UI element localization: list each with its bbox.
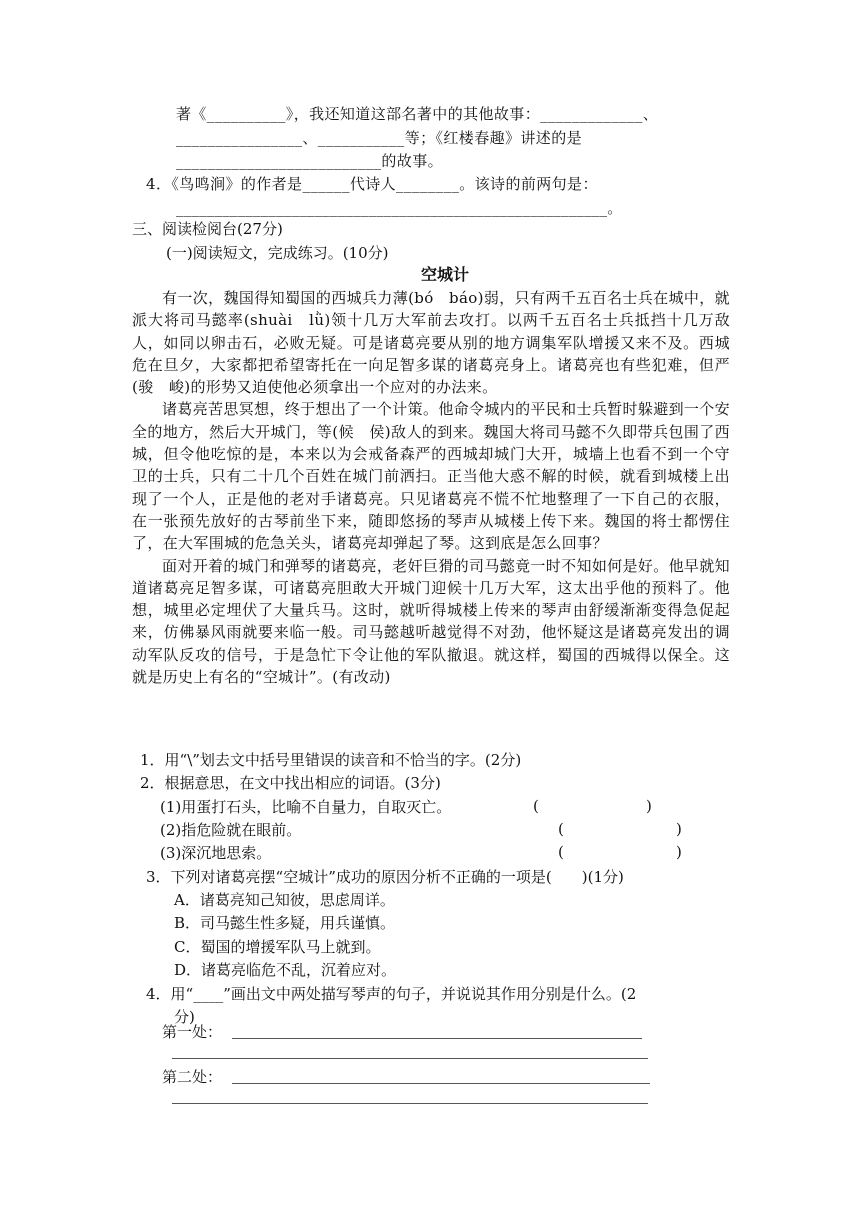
answer-paren-open: ( <box>558 820 564 838</box>
subsection-1-heading: (一)阅读短文，完成练习。(10分) <box>166 244 389 262</box>
paragraph: 有一次，魏国得知蜀国的西城兵力薄(bó báo)弱，只有两千五百名士兵在城中，就派大将司马懿率(shuài lǜ)领十几万大军前去攻打。以两千五百名士兵抵挡十几万敌人，如同以卵击石，必败无疑。可是诸葛亮要从别的地方调集军队增援又来不及。西城危在旦夕，大家都把希望寄托在一向足智多谋的诸葛亮身上。诸葛亮也有些犯难，但严(骏 峻)的形势又迫使他必须拿出一个应对的办法来。 <box>132 289 730 397</box>
question-2-item-1: (1)用蛋打石头，比喻不自量力，自取灭亡。 <box>160 798 452 816</box>
answer-paren-close: ) <box>676 843 682 861</box>
answer-paren-close: ) <box>676 820 682 838</box>
first-answer-label: 第一处： <box>162 1023 223 1041</box>
question-3-option-d: D．诸葛亮临危不乱，沉着应对。 <box>174 961 397 979</box>
answer-paren-open: ( <box>533 797 539 815</box>
question-2-item-3: (3)深沉地思索。 <box>160 844 272 862</box>
question-2: 2．根据意思，在文中找出相应的词语。(3分) <box>140 774 441 792</box>
second-answer-line-2[interactable] <box>172 1103 648 1104</box>
question-4-poem: 4．《鸟鸣涧》的作者是______代诗人________。该诗的前两句是： <box>146 175 598 193</box>
question-3-option-c: C．蜀国的增援军队马上就到。 <box>174 938 381 956</box>
first-answer-line[interactable] <box>232 1038 642 1039</box>
question-3-option-a: A．诸葛亮知己知彼，思虑周详。 <box>174 891 395 909</box>
question-2-item-2: (2)指危险就在眼前。 <box>160 821 302 839</box>
section-3-heading: 三、阅读检阅台(27分) <box>132 220 283 238</box>
q3-continuation-line2: ________________、___________等；《红楼春趣》讲述的是 <box>176 129 583 147</box>
question-4-answer-line: ________________________________________________________。 <box>176 199 623 217</box>
question-1: 1．用“\”划去文中括号里错误的读音和不恰当的字。(2分) <box>140 751 522 769</box>
q3-continuation-line1: 著《__________》，我还知道这部名著中的其他故事：_____________、 <box>176 105 659 123</box>
question-3: 3．下列对诸葛亮摆“空城计”成功的原因分析不正确的一项是( )(1分) <box>146 868 624 886</box>
first-answer-line-2[interactable] <box>172 1058 648 1059</box>
article-title: 空城计 <box>421 265 470 284</box>
question-3-option-b: B．司马懿生性多疑，用兵谨慎。 <box>174 914 396 932</box>
article-body <box>132 287 730 688</box>
question-4-continued: 分) <box>174 1008 195 1026</box>
answer-paren-open: ( <box>558 843 564 861</box>
question-4: 4．用“____”画出文中两处描写琴声的句子，并说说其作用分别是什么。(2 <box>146 985 637 1003</box>
second-answer-label: 第二处： <box>162 1068 223 1086</box>
q3-continuation-line3: __________________________的故事。 <box>176 152 444 170</box>
second-answer-line[interactable] <box>232 1083 650 1084</box>
answer-paren-close: ) <box>646 797 652 815</box>
paragraph: 诸葛亮苦思冥想，终于想出了一个计策。他命令城内的平民和士兵暂时躲避到一个安全的地方，然后大开城门，等(候 侯)敌人的到来。魏国大将司马懿不久即带兵包围了西城，但令他吃惊的是，本来以为会戒备森严的西城却城门大开，城墙上也看不到一个守卫的士兵，只有二十几个百姓在城门前洒扫。正当他大惑不解的时候，就看到城楼上出现了一个人，正是他的老对手诸葛亮。只见诸葛亮不慌不忙地整理了一下自己的衣服，在一张预先放好的古琴前坐下来，随即悠扬的琴声从城楼上传下来。魏国的将士都愣住了，在大军围城的危急关头，诸葛亮却弹起了琴。这到底是怎么回事？ <box>132 400 730 553</box>
paragraph: 面对开着的城门和弹琴的诸葛亮，老奸巨猾的司马懿竟一时不知如何是好。他早就知道诸葛亮足智多谋，可诸葛亮胆敢大开城门迎候十几万大军，这太出乎他的预料了。他想，城里必定埋伏了大量兵马。这时，就听得城楼上传来的琴声由舒缓渐渐变得急促起来，仿佛暴风雨就要来临一般。司马懿越听越觉得不对劲，他怀疑这是诸葛亮发出的调动军队反攻的信号，于是急忙下令让他的军队撤退。就这样，蜀国的西城得以保全。这就是历史上有名的“空城计”。(有改动) <box>132 556 730 687</box>
